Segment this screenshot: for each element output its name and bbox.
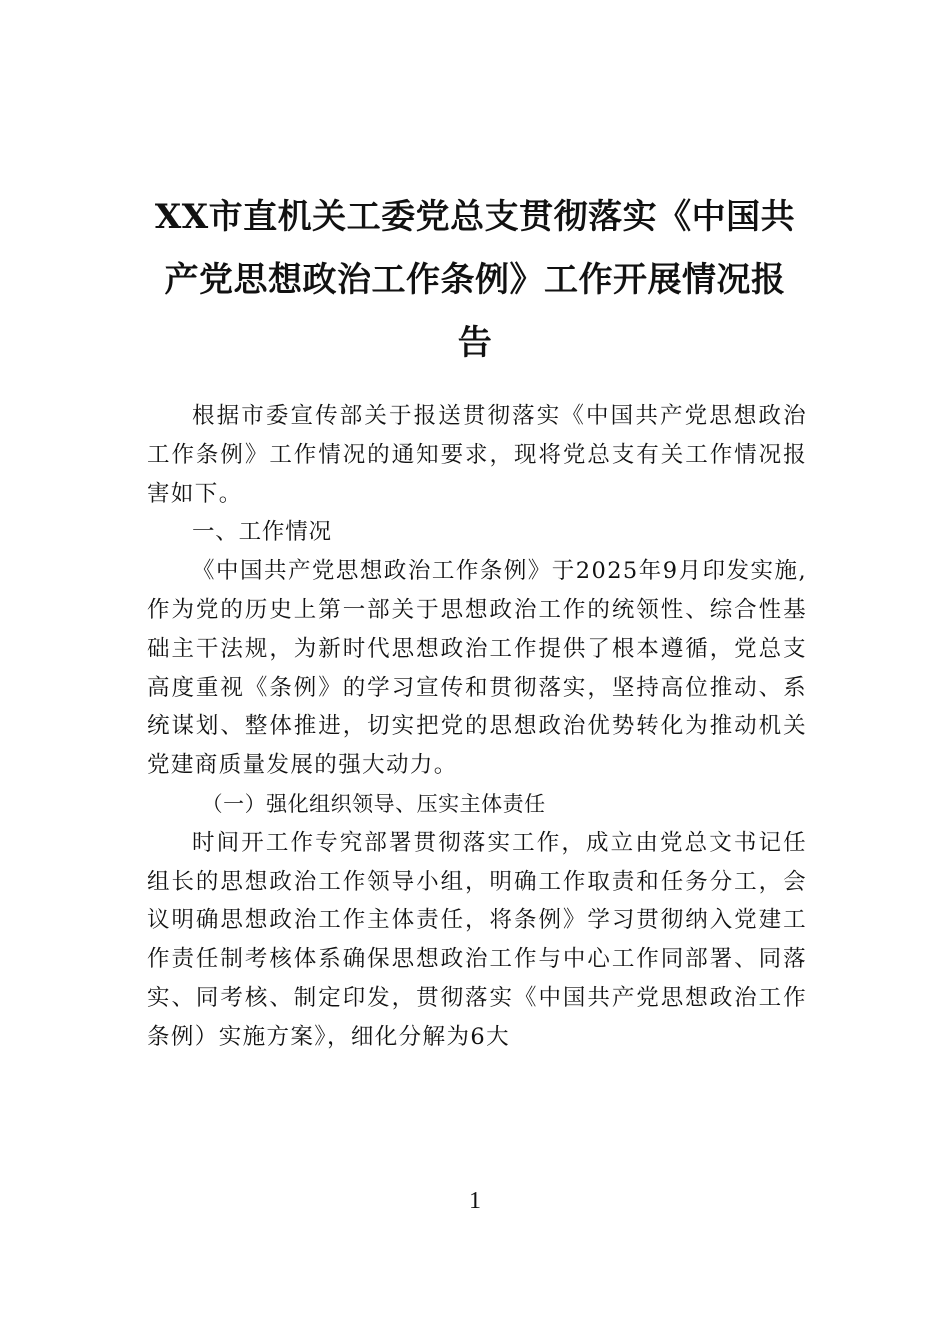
title-line-1: XX市直机关工委党总支贯彻落实《中国共 <box>154 197 796 237</box>
title-line-2: 产党思想政治工作条例》工作开展情况报 <box>164 260 786 300</box>
document-body <box>147 397 807 1057</box>
intro-paragraph: 根据市委宣传部关于报送贯彻落实《中国共产党思想政治工作条例》工作情况的通知要求，现将党总支有关工作情况报害如下。 <box>147 403 807 507</box>
title-line-3: 告 <box>457 323 493 363</box>
section-paragraph: 《中国共产党思想政治工作条例》于2025年9月印发实施,作为党的历史上第一部关于思想政治工作的统领性、综合性基础主干法规，为新时代思想政治工作提供了根本遵循，党总支高度重视《条例》的学习宣传和贯彻落实，坚持高位推动、系统谋划、整体推进，切实把党的思想政治优势转化为推动机关党建商质量发展的强大动力。 <box>147 558 807 779</box>
subsection-paragraph: 时间开工作专究部署贯彻落实工作，成立由党总文书记任组长的思想政治工作领导小组，明确工作取责和任务分工，会议明确思想政治工作主体责任，将条例》学习贯彻纳入党建工作责任制考核体系确保思想政治工作与中心工作同部署、同落实、同考核、制定印发，贯彻落实《中国共产党思想政治工作条例）实施方案》，细化分解为6大 <box>147 829 807 1050</box>
page-number: 1 <box>469 1188 481 1214</box>
section-heading: 一、工作情况 <box>192 519 332 546</box>
document-title <box>140 186 810 375</box>
subsection-heading: （一）强化组织领导、压实主体责任 <box>201 791 546 816</box>
